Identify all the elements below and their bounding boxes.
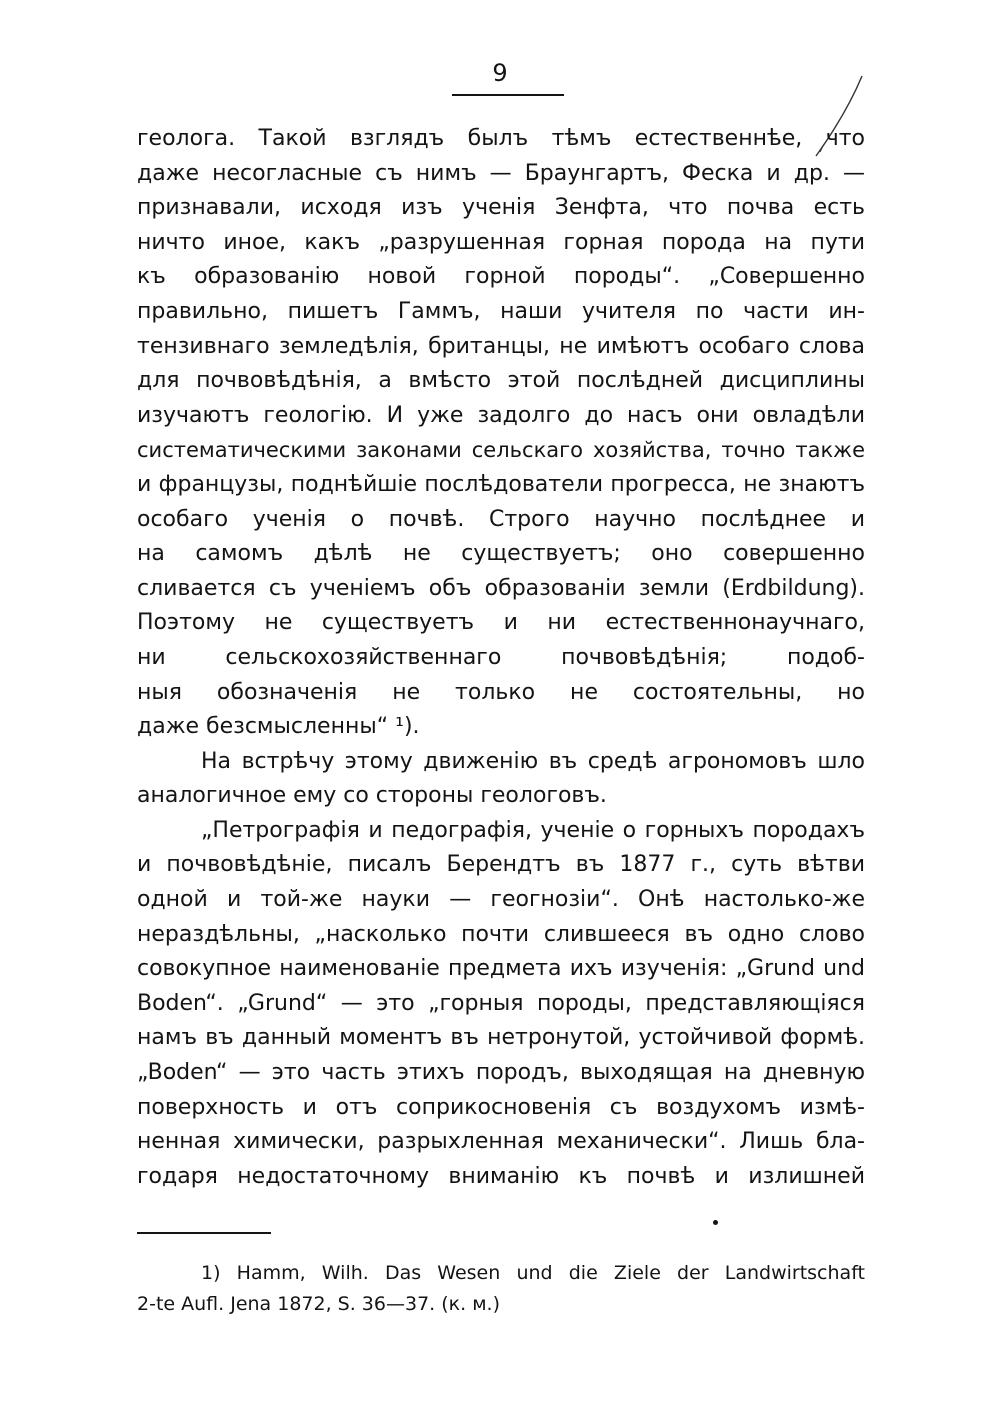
- page-number: 9: [492, 59, 508, 87]
- text-line: геолога. Такой взглядъ былъ тѣмъ естественнѣе, что: [137, 126, 865, 151]
- text-line: для почвовѣдѣнія, а вмѣсто этой послѣдней дисциплины: [137, 368, 865, 394]
- text-line: ныя обозначенія не только не состоятельны, но: [137, 679, 865, 705]
- text-line: и почвовѣдѣніе, писалъ Берендтъ въ 1877 г., суть вѣтви: [137, 852, 865, 878]
- text-line: поверхность и отъ соприкосновенія съ воздухомъ измѣ-: [137, 1094, 865, 1120]
- text-line: къ образованію новой горной породы“. „Совершенно: [137, 264, 865, 290]
- text-line: тензивнаго земледѣлія, британцы, не имѣютъ особаго слова: [137, 333, 865, 359]
- text-line: „Boden“ — это часть этихъ породъ, выходящая на дневную: [137, 1060, 865, 1086]
- text-line: и французы, поднѣйшіе послѣдователи прогресса, не знаютъ: [137, 471, 865, 497]
- text-line: На встрѣчу этому движенію въ средѣ агрономовъ шло: [201, 748, 865, 774]
- footnote-rule: [137, 1232, 271, 1234]
- text-line: нераздѣльны, „насколько почти слившееся въ одно слово: [137, 921, 865, 947]
- text-line: Поэтому не существуетъ и ни естественнонаучнаго,: [137, 610, 865, 636]
- text-line: систематическими законами сельскаго хозяйства, точно также: [137, 438, 865, 463]
- text-line: Boden“. „Grund“ — это „горныя породы, представляющіяся: [137, 990, 865, 1016]
- text-line: намъ въ данный моментъ въ нетронутой, устойчивой формѣ.: [137, 1025, 865, 1051]
- footnote-line: 1) Hamm, Wilh. Das Wesen und die Ziele der Landwirtschaft: [201, 1262, 865, 1284]
- text-line: ни сельскохозяйственнаго почвовѣдѣнія; подоб-: [137, 644, 865, 670]
- text-line: аналогичное ему со стороны геологовъ.: [137, 783, 607, 809]
- text-line: признавали, исходя изъ ученія Зенфта, что почва есть: [137, 195, 865, 221]
- text-line: даже безсмысленны“ ¹).: [137, 714, 420, 740]
- text-line: ненная химически, разрыхленная механически“. Лишь бла-: [137, 1129, 865, 1155]
- main-text: [137, 122, 865, 1194]
- page-number-rule: [452, 94, 564, 96]
- text-line: совокупное наименованіе предмета ихъ изученія: „Grund und: [137, 956, 865, 982]
- text-line: „Петрографія и педографія, ученіе о горныхъ породахъ: [201, 817, 865, 843]
- text-line: годаря недостаточному вниманію къ почвѣ и излишней: [137, 1163, 865, 1189]
- text-line: даже несогласные съ нимъ — Браунгартъ, Феска и др. —: [137, 160, 865, 186]
- text-line: одной и той-же науки — геогнозіи“. Онѣ настолько-же: [137, 887, 865, 913]
- ink-dot: [713, 1220, 718, 1225]
- footnote: [137, 1258, 865, 1320]
- text-line: ничто иное, какъ „разрушенная горная порода на пути: [137, 229, 865, 255]
- footnote-line: 2-te Aufl. Jena 1872, S. 36—37. (к. м.): [137, 1293, 500, 1315]
- text-line: на самомъ дѣлѣ не существуетъ; оно совершенно: [137, 541, 865, 567]
- text-line: особаго ученія о почвѣ. Строго научно послѣднее и: [137, 506, 865, 532]
- text-line: сливается съ ученіемъ объ образованіи земли (Erdbildung).: [137, 575, 865, 601]
- text-line: правильно, пишетъ Гаммъ, наши учителя по части ин-: [137, 298, 865, 324]
- text-line: изучаютъ геологію. И уже задолго до насъ они овладѣли: [137, 402, 865, 428]
